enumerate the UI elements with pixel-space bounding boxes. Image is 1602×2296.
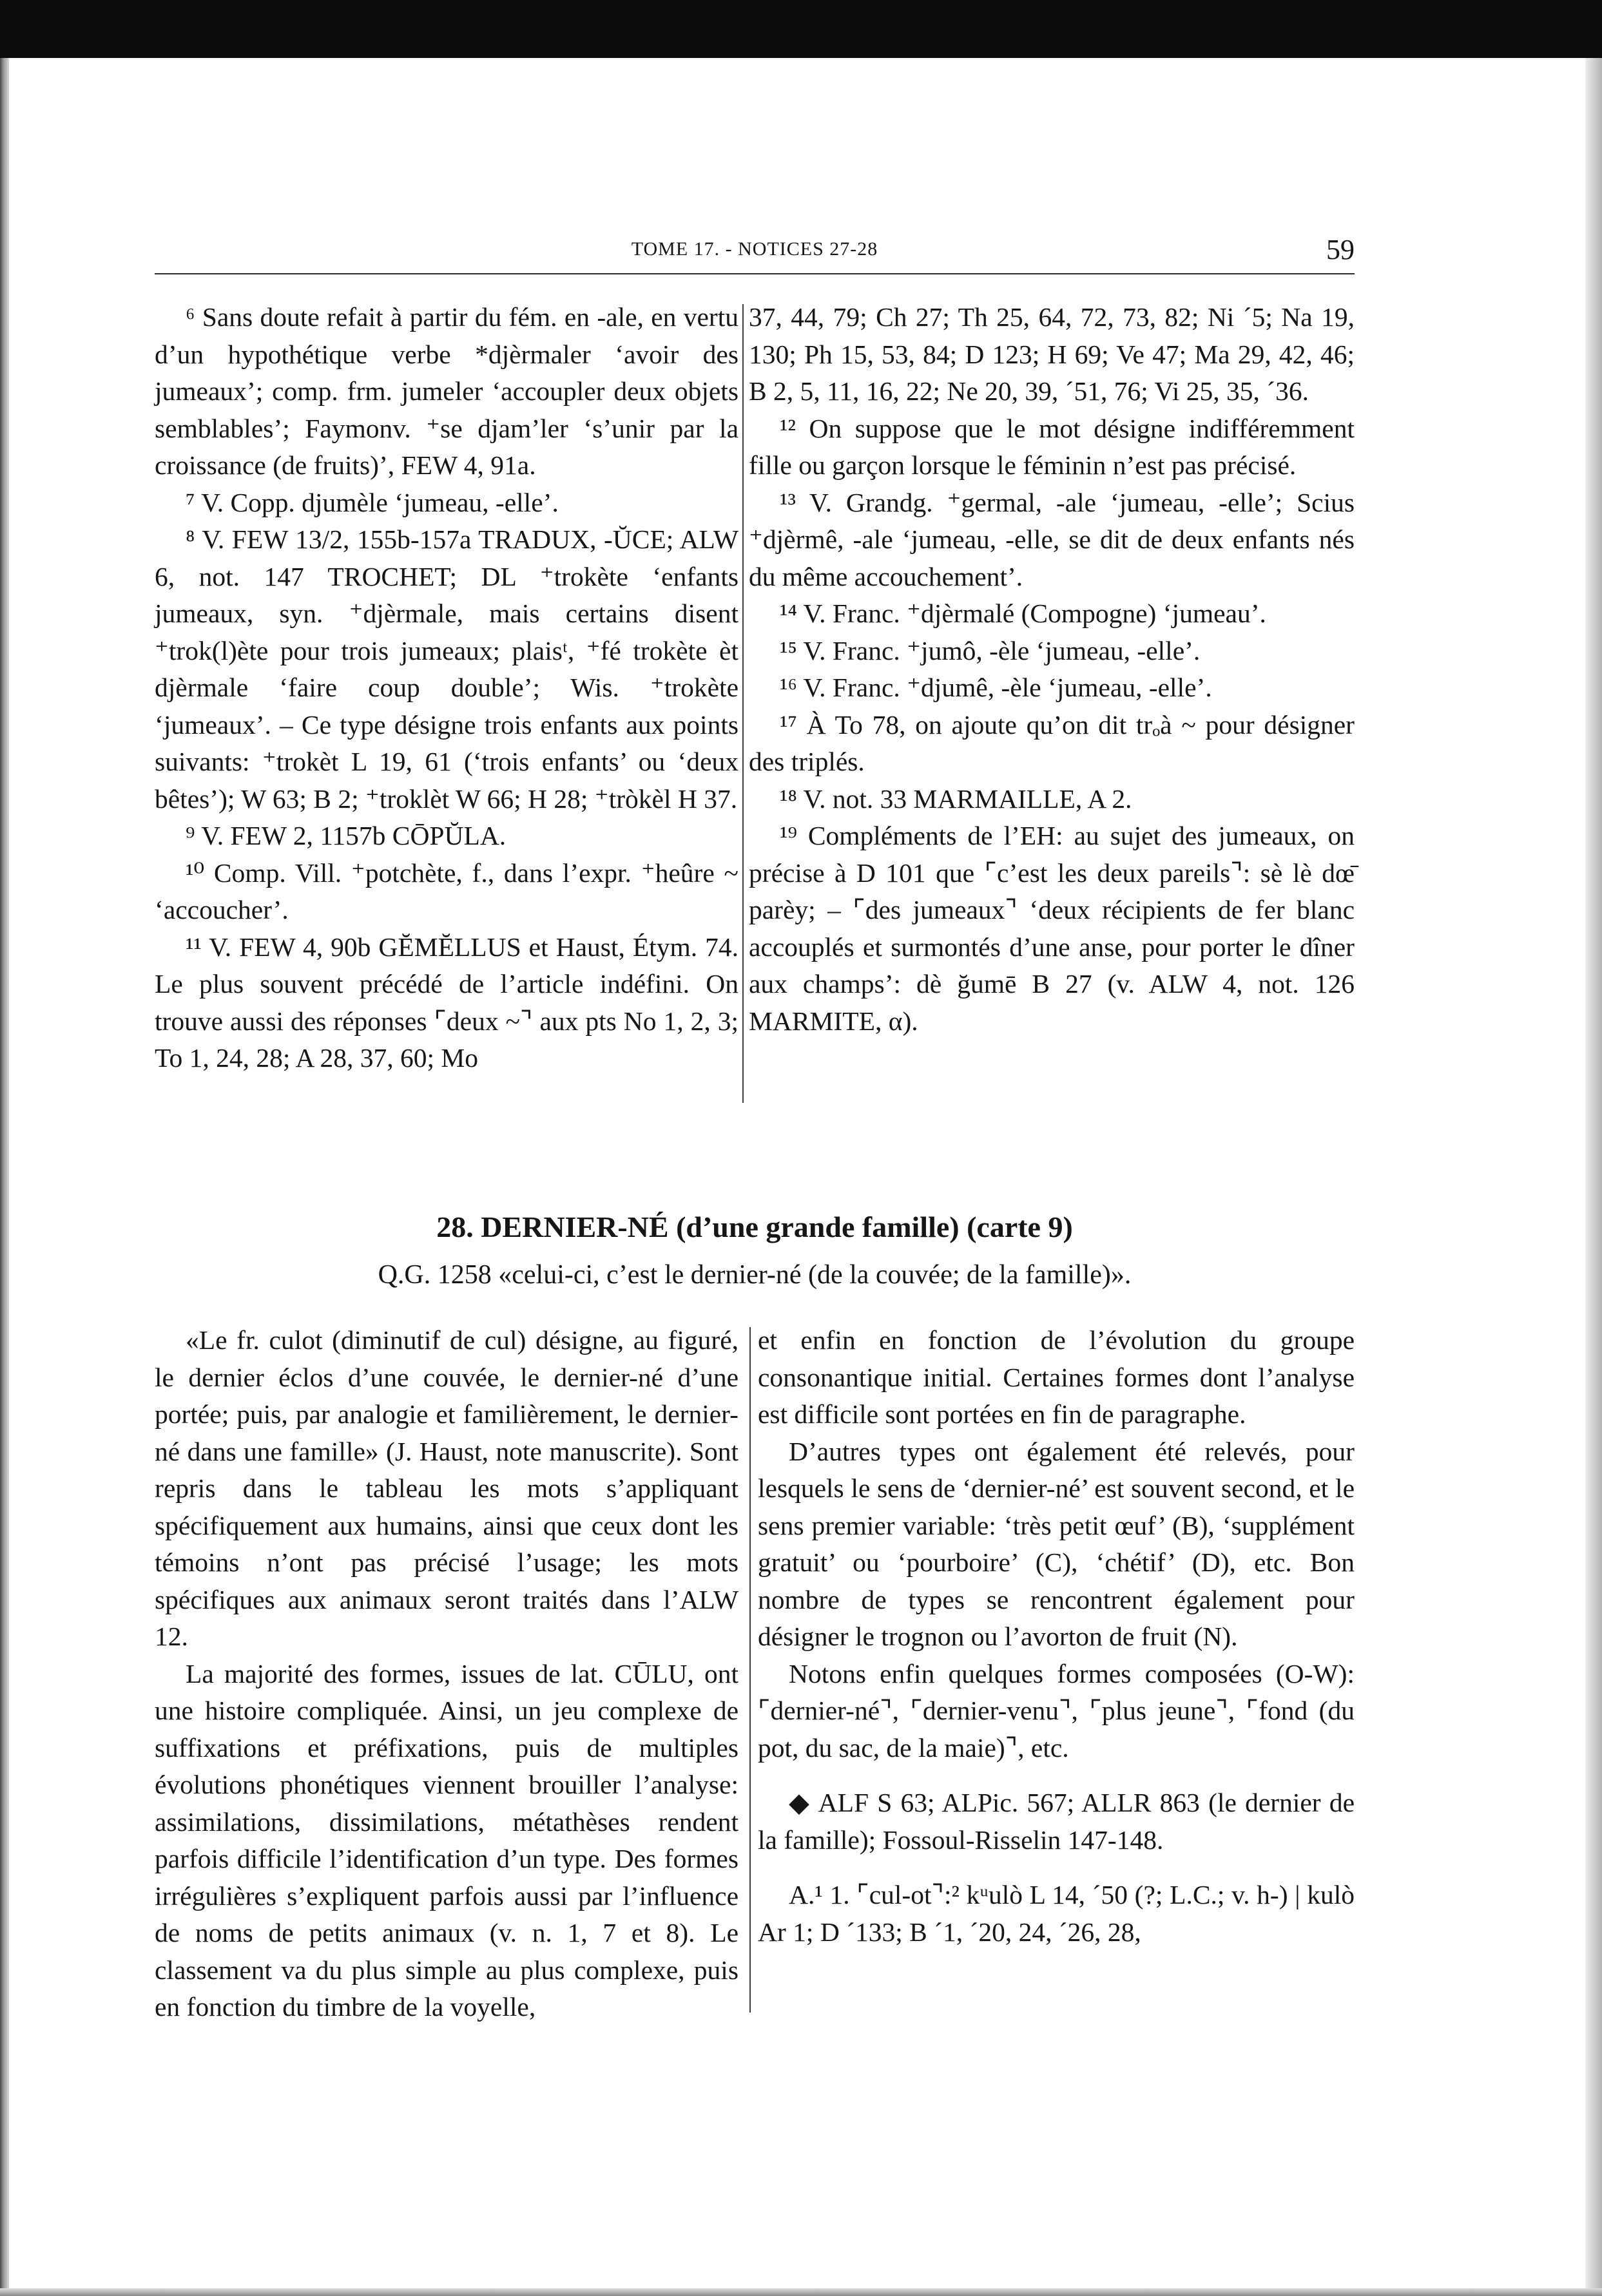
- footnote-12: ¹² On suppose que le mot désigne indifféremment fille ou garçon lorsque le féminin n’est pas précisé.: [749, 413, 1355, 480]
- question-line: Q.G. 1258 «celui-ci, c’est le dernier-né (de la couvée; de la famille)».: [378, 1260, 1132, 1290]
- type-a-entry: A.¹ 1. ⌜cul-ot⌝:² kᵘulò L 14, ´50 (?; L.C.; v. h-) | kulò Ar 1; D ´133; B ´1, ´20, 24, ´26, 28,: [758, 1880, 1355, 1947]
- body-paragraph: «Le fr. culot (diminutif de cul) désigne, au figuré, le dernier éclos d’une couvée, le dernier-né d’une portée; puis, par analogie et familièrement, le dernier-né dans une famille» (J. Haust, note manuscrite). Sont repris dans le tableau les mots s’appliquant spécifiquement aux humains, ainsi que ceux dont les témoins n’ont pas précisé l’usage; les mots spécifiques aux animaux seront traités dans l’ALW 12.: [155, 1325, 738, 1651]
- footnote-6: ⁶ Sans doute refait à partir du fém. en -ale, en vertu d’un hypothétique verbe *djèrmaler ‘avoir des jumeaux’; comp. frm. jumeler ‘accoupler deux objets semblables’; Faymonv. ⁺se djam’ler ‘s’unir par la croissance (de fruits)’, FEW 4, 91a.: [155, 302, 738, 480]
- running-title: TOME 17. - NOTICES 27-28: [631, 238, 878, 260]
- footnote-9: ⁹ V. FEW 2, 1157b CŌPŬLA.: [186, 821, 507, 850]
- body-left-column: [155, 1322, 738, 2026]
- footnote-13: ¹³ V. Grandg. ⁺germal, -ale ‘jumeau, -elle’; Scius ⁺djèrmê, -ale ‘jumeau, -elle, se dit de deux enfants nés du même accouchement’.: [749, 487, 1355, 591]
- footnote-17: ¹⁷ À To 78, on ajoute qu’on dit trₒà ~ pour désigner des triplés.: [749, 709, 1355, 776]
- scan-border-right: [1585, 58, 1602, 2296]
- header-rule: [155, 273, 1355, 274]
- footnote-8: ⁸ V. FEW 13/2, 155b-157a TRADUX, -ŬCE; ALW 6, not. 147 TROCHET; DL ⁺trokète ‘enfants jumeaux, syn. ⁺djèrmale, mais certains disent ⁺trok(l)ète pour trois jumeaux; plaisᵗ, ⁺fé trokète èt djèrmale ‘faire coup double’; Wis. ⁺trokète ‘jumeaux’. – Ce type désigne trois enfants aux points suivants: ⁺trokèt L 19, 61 (‘trois enfants’ ou ‘deux bêtes’); W 63; B 2; ⁺troklèt W 66; H 28; ⁺tròkèl H 37.: [155, 524, 738, 814]
- footnotes-right-column: [749, 299, 1355, 1040]
- footnote-11: ¹¹ V. FEW 4, 90b GĔMĔLLUS et Haust, Étym. 74. Le plus souvent précédé de l’article indéfini. On trouve aussi des réponses ⌜deux ~⌝ aux pts No 1, 2, 3; To 1, 24, 28; A 28, 37, 60; Mo: [155, 932, 738, 1073]
- body-paragraph: La majorité des formes, issues de lat. CŪLU, ont une histoire compliquée. Ainsi, un jeu complexe de suffixations et préfixations, puis de multiples évolutions phonétiques viennent brouiller l’analyse: assimilations, dissimilations, métathèses rendent parfois difficile l’identification d’un type. Des formes irrégulières s’expliquent parfois aussi par l’influence de noms de petits animaux (v. n. 1, 7 et 8). Le classement va du plus simple au plus complexe, puis en fonction du timbre de la voyelle,: [155, 1658, 738, 2022]
- running-head: [155, 233, 1355, 272]
- body-right-column: [758, 1322, 1355, 1951]
- footnote-10: ¹⁰ Comp. Vill. ⁺potchète, f., dans l’expr. ⁺heûre ~ ‘accoucher’.: [155, 857, 738, 924]
- footnote-7: ⁷ V. Copp. djumèle ‘jumeau, -elle’.: [186, 487, 559, 517]
- page-number: 59: [1326, 234, 1355, 265]
- body-column-divider: [749, 1327, 751, 2013]
- footnote-19: ¹⁹ Compléments de l’EH: au sujet des jumeaux, on précise à D 101 que ⌜c’est les deux pareils⌝: sè lè dœ̄ parèy; – ⌜des jumeaux⌝ ‘deux récipients de fer blanc accouplés et surmontés d’une anse, pour porter le dîner aux champs’: dè ğumē B 27 (v. ALW 4, not. 126 MARMITE, α).: [749, 821, 1355, 1036]
- footnote-11-continued: 37, 44, 79; Ch 27; Th 25, 64, 72, 73, 82; Ni ´5; Na 19, 130; Ph 15, 53, 84; D 123; H 69; Ve 47; Ma 29, 42, 46; B 2, 5, 11, 16, 22; Ne 20, 39, ´51, 76; Vi 25, 35, ´36.: [749, 302, 1355, 406]
- footnotes-left-column: [155, 299, 738, 1077]
- body-paragraph: et enfin en fonction de l’évolution du groupe consonantique initial. Certaines formes dont l’analyse est difficile sont portées en fin de paragraphe.: [758, 1325, 1355, 1429]
- scan-border-left: [0, 58, 9, 2296]
- body-paragraph: Notons enfin quelques formes composées (O-W): ⌜dernier-né⌝, ⌜dernier-venu⌝, ⌜plus jeune⌝, ⌜fond (du pot, du sac, de la maie)⌝, etc.: [758, 1658, 1355, 1763]
- footnote-15: ¹⁵ V. Franc. ⁺jumô, -èle ‘jumeau, -elle’.: [780, 635, 1201, 665]
- section-title: 28. DERNIER-NÉ (d’une grande famille) (carte 9): [436, 1210, 1073, 1243]
- body-paragraph: D’autres types ont également été relevés, pour lesquels le sens de ‘dernier-né’ est souvent second, et le sens premier variable: ‘très petit œuf’ (B), ‘supplément gratuit’ ou ‘pourboire’ (C), ‘chétif’ (D), etc. Bon nombre de types se rencontrent également pour désigner le trognon ou l’avorton de fruit (N).: [758, 1436, 1355, 1651]
- bibliography-paragraph: ◆ ALF S 63; ALPic. 567; ALLR 863 (le dernier de la famille); Fossoul-Risselin 147-148.: [758, 1788, 1355, 1855]
- footnote-18: ¹⁸ V. not. 33 MARMAILLE, A 2.: [780, 783, 1132, 814]
- scan-border-top: [0, 0, 1602, 58]
- footnote-14: ¹⁴ V. Franc. ⁺djèrmalé (Compogne) ‘jumeau’.: [780, 598, 1266, 628]
- footnote-16: ¹⁶ V. Franc. ⁺djumê, -èle ‘jumeau, -elle’.: [780, 673, 1212, 702]
- footnote-column-divider: [742, 304, 744, 1103]
- scan-border-bottom: [0, 2288, 1602, 2296]
